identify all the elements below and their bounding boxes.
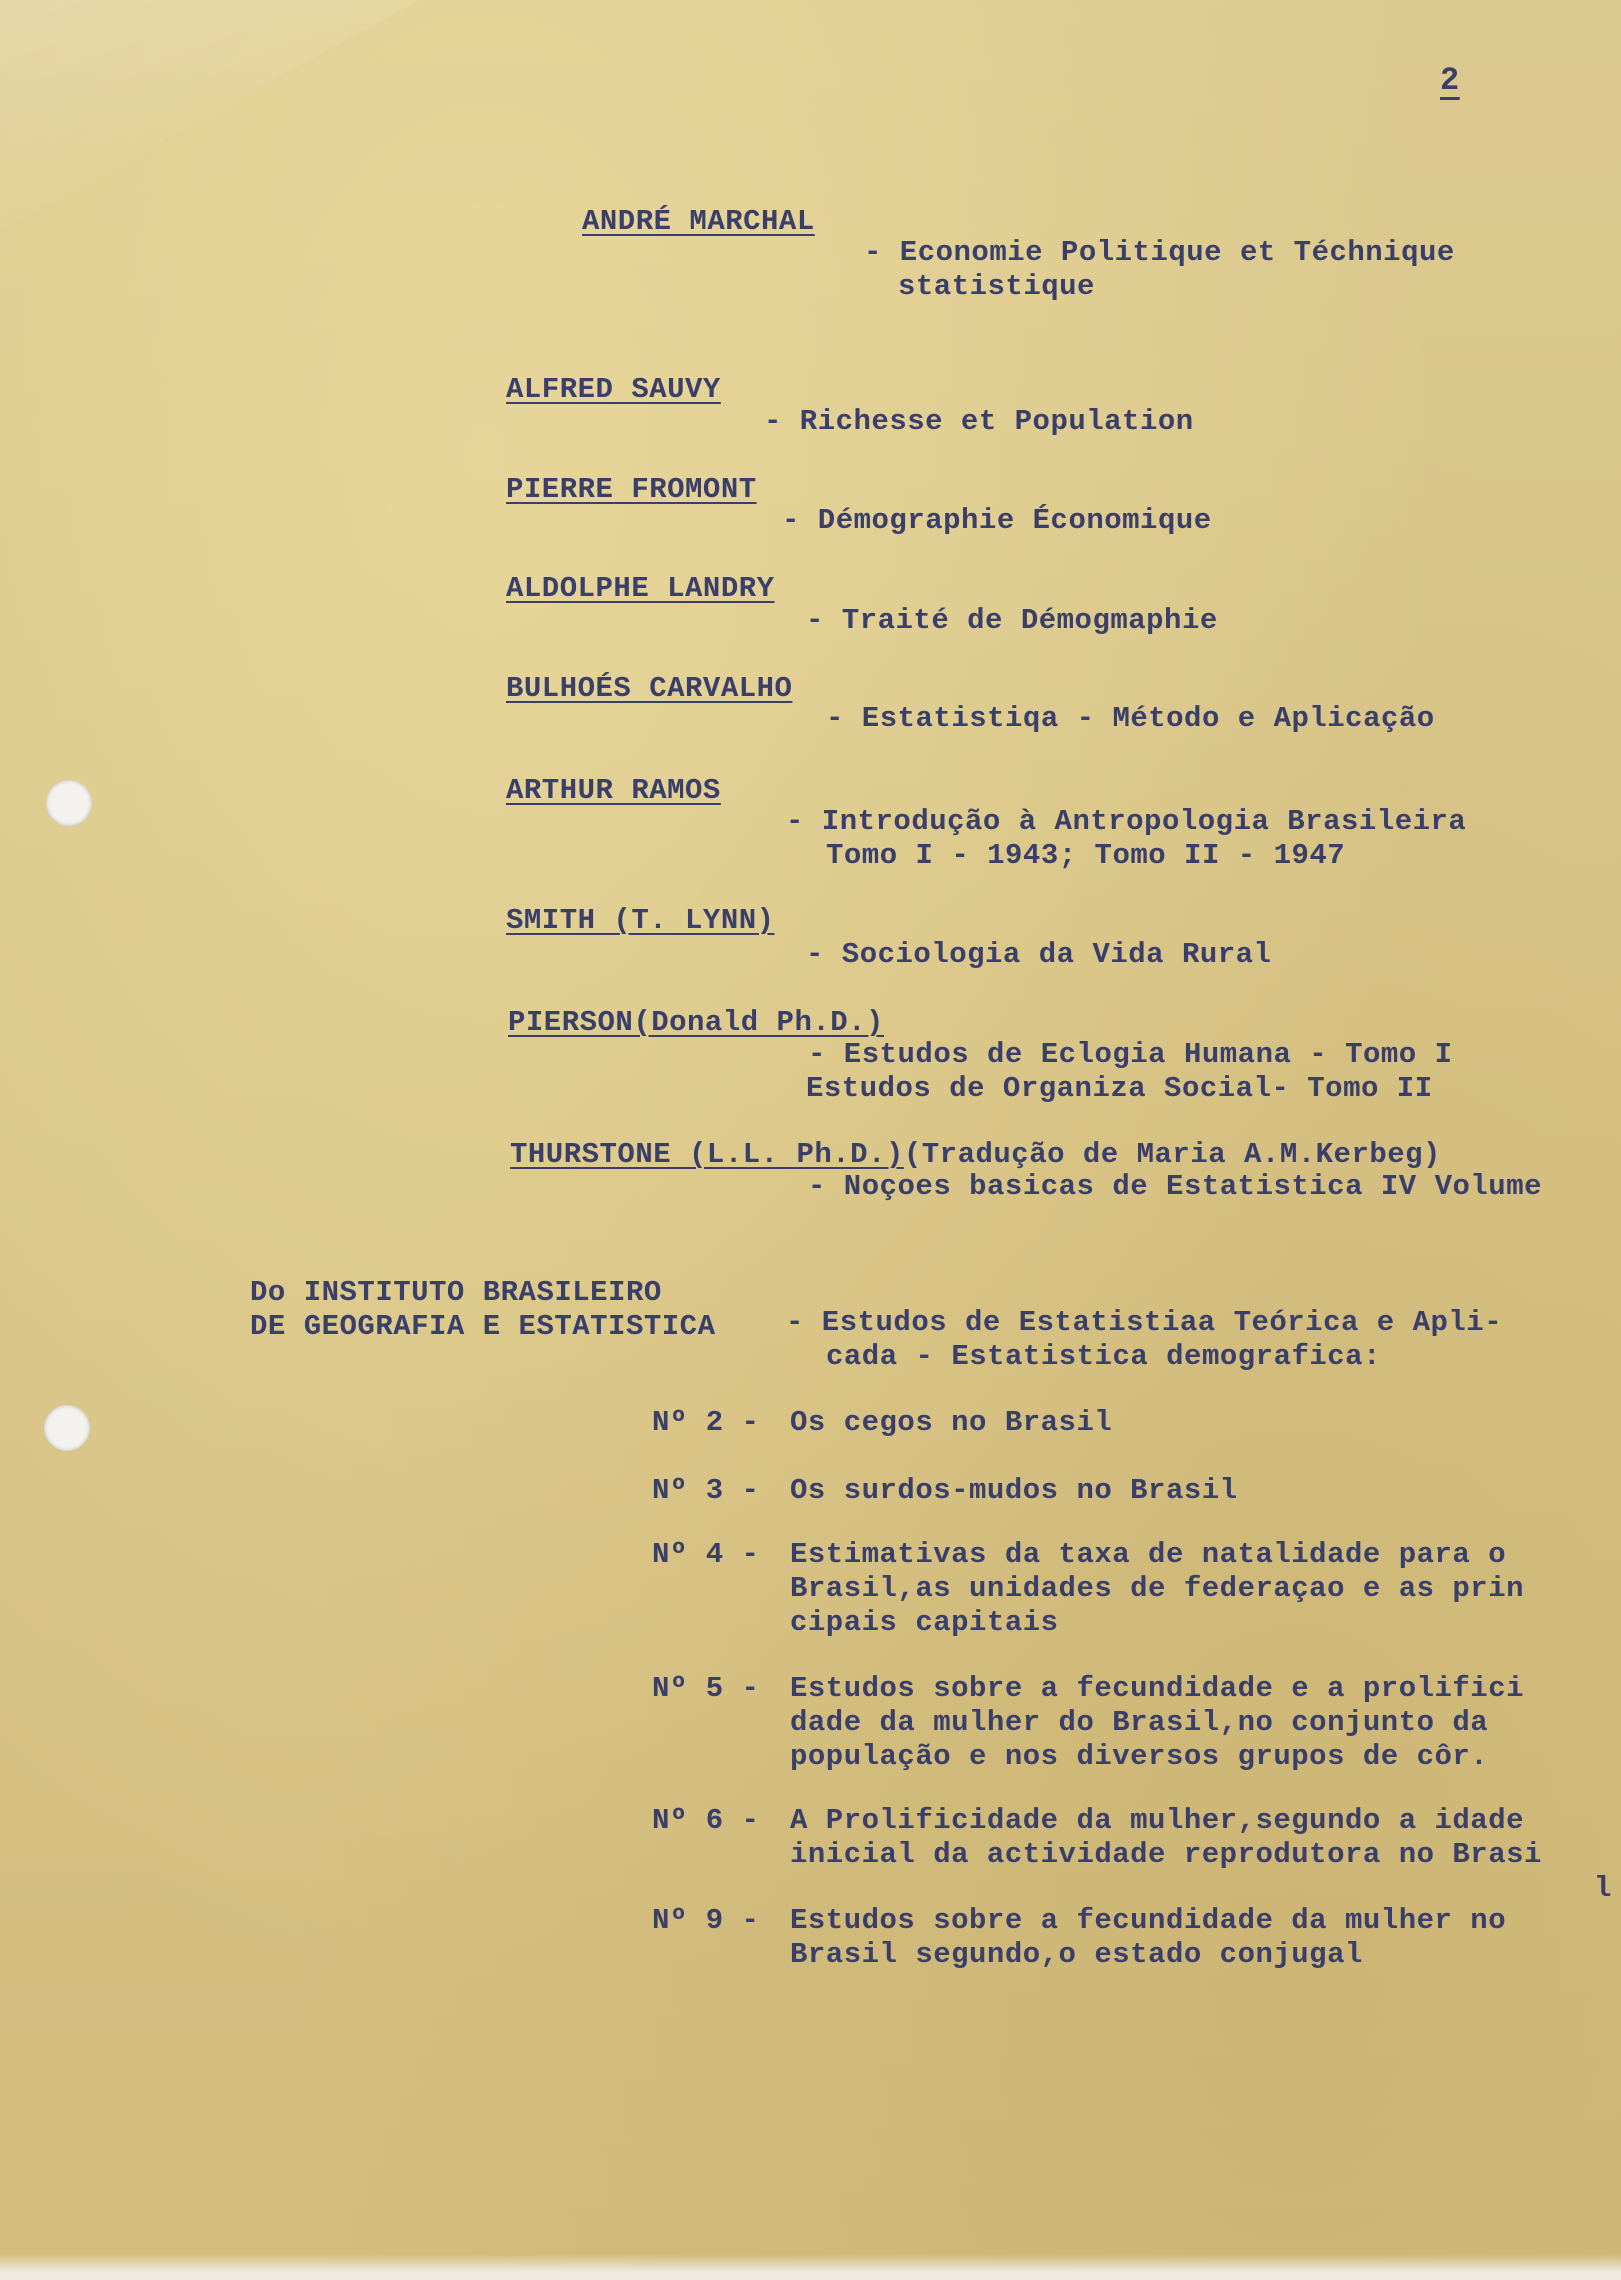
reference-title: - Estatistiqa - Método e Aplicação — [826, 702, 1435, 735]
item-text: Brasil segundo,o estado conjugal — [790, 1938, 1363, 1971]
reference-title: - Démographie Économique — [782, 504, 1212, 537]
reference-author: ANDRÉ MARCHAL — [582, 205, 815, 238]
reference-author-line — [510, 1138, 1441, 1172]
item-number: Nº 5 - — [652, 1672, 760, 1705]
item-text: Estimativas da taxa de natalidade para o — [790, 1538, 1507, 1571]
item-number: Nº 4 - — [652, 1538, 760, 1571]
reference-author: SMITH (T. LYNN) — [506, 904, 775, 937]
institute-name: DE GEOGRAFIA E ESTATISTICA — [250, 1310, 716, 1343]
translation-note: (Tradução de Maria A.M.Kerbeg) — [903, 1138, 1441, 1171]
item-text: cipais capitais — [790, 1606, 1059, 1639]
reference-title: - Estudos de Eclogia Humana - Tomo I — [808, 1038, 1453, 1071]
reference-title: statistique — [898, 270, 1095, 303]
reference-title: - Richesse et Population — [764, 405, 1194, 438]
punch-hole — [46, 780, 92, 826]
reference-title: Tomo I - 1943; Tomo II - 1947 — [826, 839, 1346, 872]
folded-corner — [0, 0, 420, 230]
reference-title: - Sociologia da Vida Rural — [806, 938, 1272, 971]
item-text: Os surdos-mudos no Brasil — [790, 1474, 1238, 1507]
reference-author: PIERSON(Donald Ph.D.) — [508, 1006, 884, 1039]
reference-title: - Introdução à Antropologia Brasileira — [786, 805, 1467, 838]
item-number: Nº 3 - — [652, 1474, 760, 1507]
reference-author: BULHOÉS CARVALHO — [506, 672, 793, 705]
item-text: inicial da actividade reprodutora no Brasi — [790, 1838, 1542, 1871]
item-text: Brasil,as unidades de federaçao e as prin — [790, 1572, 1525, 1605]
item-text: l — [1594, 1872, 1612, 1905]
reference-title: Estudos de Organiza Social- Tomo II — [806, 1072, 1433, 1105]
item-text: dade da mulher do Brasil,no conjunto da — [790, 1706, 1489, 1739]
punch-hole — [44, 1405, 90, 1451]
reference-author: ALFRED SAUVY — [506, 373, 721, 406]
series-title: - Estudos de Estatistiaa Teórica e Apli- — [786, 1306, 1503, 1339]
item-text: Estudos sobre a fecundidade e a prolifici — [790, 1672, 1525, 1705]
reference-author: THURSTONE (L.L. Ph.D.) — [510, 1138, 904, 1171]
reference-author: ARTHUR RAMOS — [506, 774, 721, 807]
item-text: A Prolificidade da mulher,segundo a idade — [790, 1804, 1525, 1837]
item-text: Os cegos no Brasil — [790, 1406, 1113, 1439]
item-text: Estudos sobre a fecundidade da mulher no — [790, 1904, 1507, 1937]
item-text: população e nos diversos grupos de côr. — [790, 1740, 1489, 1773]
reference-title: - Noçoes basicas de Estatistica IV Volume — [808, 1170, 1543, 1203]
series-title: cada - Estatistica demografica: — [826, 1340, 1381, 1373]
item-number: Nº 9 - — [652, 1904, 760, 1937]
item-number: Nº 6 - — [652, 1804, 760, 1837]
reference-author: PIERRE FROMONT — [506, 473, 757, 506]
item-number: Nº 2 - — [652, 1406, 760, 1439]
page-edge — [0, 2254, 1621, 2280]
reference-title: - Traité de Démogmaphie — [806, 604, 1218, 637]
reference-title: - Economie Politique et Téchnique — [864, 236, 1455, 269]
institute-name: Do INSTITUTO BRASILEIRO — [250, 1276, 662, 1309]
page-number: 2 — [1440, 62, 1460, 99]
reference-author: ALDOLPHE LANDRY — [506, 572, 775, 605]
